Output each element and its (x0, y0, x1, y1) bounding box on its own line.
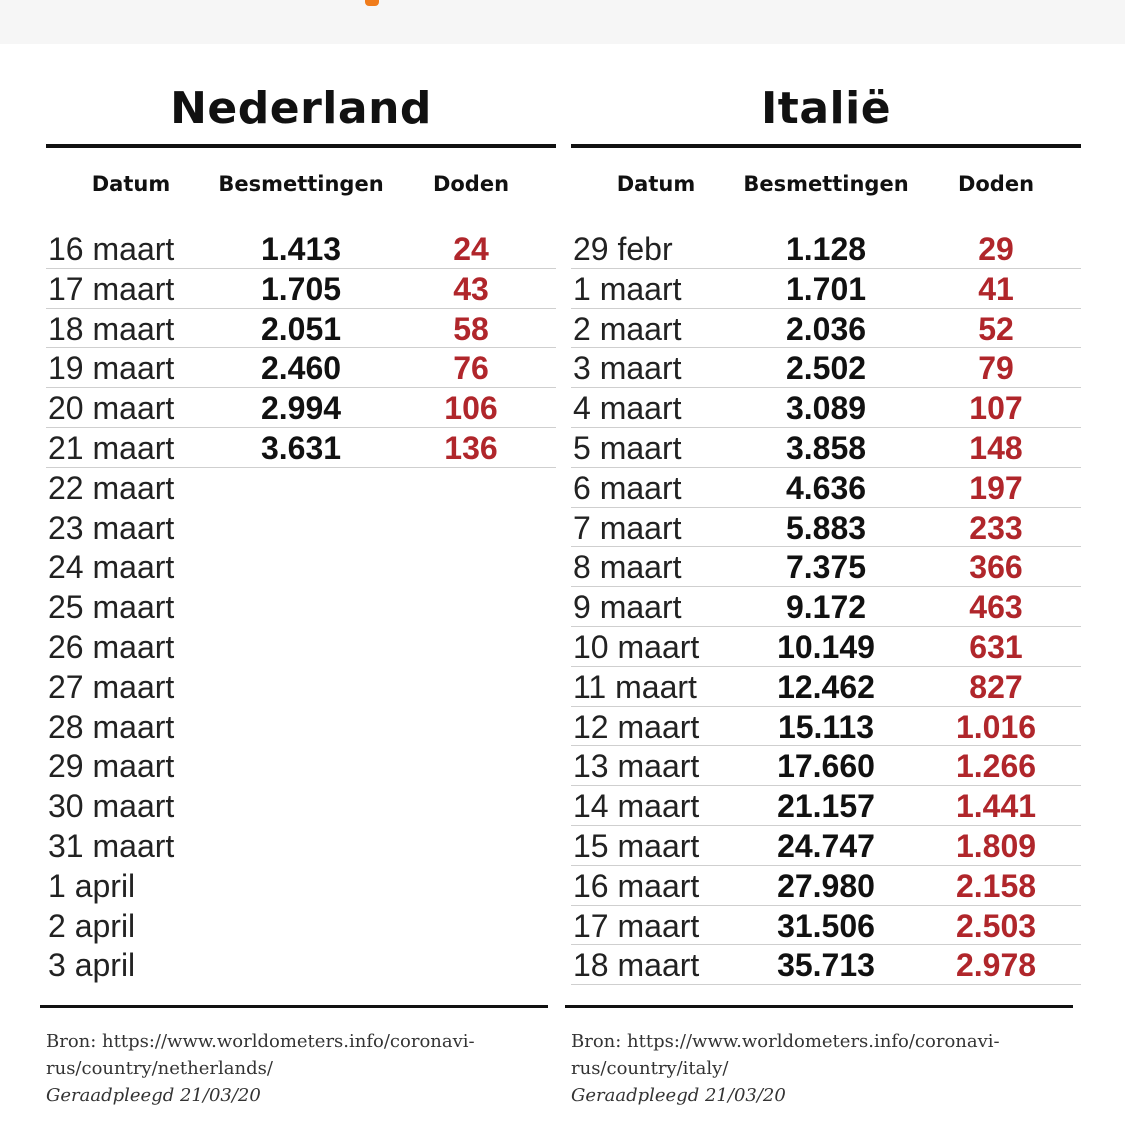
date-cell: 16 maart (48, 231, 175, 267)
table-row (571, 229, 1081, 269)
source-note (46, 1028, 546, 1109)
source-line: rus/country/netherlands/ (46, 1058, 273, 1079)
date-cell: 29 febr (573, 231, 673, 267)
table-row (571, 667, 1081, 707)
date-cell: 2 april (48, 907, 136, 944)
date-cell: 3 april (48, 947, 136, 984)
table-netherlands (46, 0, 556, 1130)
cases-cell: 31.506 (777, 907, 875, 944)
cases-cell: 24.747 (777, 827, 875, 864)
date-cell: 14 maart (573, 788, 700, 825)
table-body (571, 229, 1081, 985)
table-row (571, 587, 1081, 627)
date-cell: 20 maart (48, 390, 175, 427)
date-cell: 2 maart (573, 310, 682, 347)
table-row (46, 826, 556, 866)
deaths-cell: 631 (969, 628, 1023, 665)
deaths-cell: 52 (978, 310, 1014, 347)
table-row (571, 508, 1081, 548)
deaths-cell: 58 (453, 310, 489, 347)
table-row (46, 667, 556, 707)
date-cell: 13 maart (573, 748, 700, 785)
table-row (46, 587, 556, 627)
cases-cell: 2.036 (785, 310, 867, 347)
deaths-cell: 197 (969, 469, 1023, 506)
cases-cell: 2.051 (260, 310, 342, 347)
cases-cell: 2.502 (785, 350, 867, 387)
date-cell: 29 maart (48, 748, 175, 785)
bottom-divider (565, 1005, 1073, 1008)
cases-cell: 17.660 (777, 748, 875, 785)
deaths-cell: 366 (969, 549, 1023, 586)
deaths-cell: 2.503 (955, 907, 1037, 944)
date-cell: 28 maart (48, 708, 175, 745)
column-header-date: Datum (91, 172, 171, 196)
deaths-cell: 76 (453, 350, 489, 387)
title-divider (46, 144, 556, 148)
date-cell: 23 maart (48, 509, 175, 546)
table-row (46, 269, 556, 309)
date-cell: 21 maart (48, 429, 175, 466)
table-row (571, 826, 1081, 866)
deaths-cell: 43 (453, 270, 489, 307)
deaths-cell: 1.809 (955, 827, 1037, 864)
table-row (46, 906, 556, 946)
date-cell: 3 maart (573, 350, 682, 387)
cases-cell: 1.413 (260, 231, 342, 267)
table-body (46, 229, 556, 985)
deaths-cell: 2.158 (955, 867, 1037, 904)
cases-cell: 9.172 (785, 589, 867, 626)
table-title: Italië (760, 83, 892, 134)
source-line: Bron: https://www.worldometers.info/coronavi- (46, 1031, 475, 1052)
date-cell: 30 maart (48, 788, 175, 825)
deaths-cell: 1.441 (955, 788, 1037, 825)
cases-cell: 4.636 (785, 469, 867, 506)
cases-cell: 1.705 (260, 270, 342, 307)
date-cell: 11 maart (573, 668, 697, 705)
cases-cell: 35.713 (777, 947, 875, 984)
column-header-cases: Besmettingen (218, 172, 384, 196)
cases-cell: 1.701 (785, 270, 867, 307)
accessed-date: Geraadpleegd 21/03/20 (571, 1085, 786, 1106)
date-cell: 18 maart (573, 947, 700, 984)
cases-cell: 5.883 (785, 509, 867, 546)
table-row (571, 388, 1081, 428)
cases-cell: 2.460 (260, 350, 342, 387)
source-line: Bron: https://www.worldometers.info/coronavi- (571, 1031, 1000, 1052)
date-cell: 9 maart (573, 589, 682, 626)
table-row (571, 945, 1081, 985)
date-cell: 25 maart (48, 589, 175, 626)
deaths-cell: 233 (969, 509, 1023, 546)
date-cell: 4 maart (573, 390, 682, 427)
deaths-cell: 2.978 (955, 947, 1037, 984)
column-header-cases: Besmettingen (743, 172, 909, 196)
deaths-cell: 136 (444, 429, 498, 466)
deaths-cell: 29 (978, 231, 1014, 267)
deaths-cell: 1.266 (955, 748, 1037, 785)
date-cell: 6 maart (573, 469, 682, 506)
table-row (46, 388, 556, 428)
table-row (571, 428, 1081, 468)
date-cell: 8 maart (573, 549, 682, 586)
table-row (46, 627, 556, 667)
table-row (571, 468, 1081, 508)
table-row (571, 309, 1081, 349)
table-title: Nederland (170, 83, 432, 134)
date-cell: 17 maart (48, 270, 175, 307)
table-row (571, 906, 1081, 946)
table-italy (571, 0, 1081, 1130)
deaths-cell: 107 (969, 390, 1023, 427)
deaths-cell: 463 (969, 589, 1023, 626)
date-cell: 12 maart (573, 708, 700, 745)
date-cell: 26 maart (48, 628, 175, 665)
date-cell: 15 maart (573, 827, 700, 864)
cases-cell: 3.631 (260, 429, 342, 466)
cases-cell: 12.462 (777, 668, 875, 705)
table-row (46, 468, 556, 508)
cases-cell: 7.375 (785, 549, 867, 586)
table-row (571, 348, 1081, 388)
column-header-deaths: Doden (957, 172, 1035, 196)
date-cell: 1 april (48, 867, 136, 904)
table-row (46, 547, 556, 587)
deaths-cell: 24 (453, 231, 489, 267)
column-header-date: Datum (616, 172, 696, 196)
source-line: rus/country/italy/ (571, 1058, 729, 1079)
table-row (571, 269, 1081, 309)
table-row (46, 508, 556, 548)
cases-cell: 2.994 (260, 390, 342, 427)
table-row (46, 348, 556, 388)
table-row (571, 707, 1081, 747)
table-row (571, 786, 1081, 826)
date-cell: 17 maart (573, 907, 700, 944)
cases-cell: 21.157 (777, 788, 875, 825)
table-row (571, 547, 1081, 587)
deaths-cell: 79 (978, 350, 1014, 387)
table-row (46, 428, 556, 468)
table-row (571, 866, 1081, 906)
table-row (571, 627, 1081, 667)
cases-cell: 3.858 (785, 429, 867, 466)
accessed-date: Geraadpleegd 21/03/20 (46, 1085, 261, 1106)
table-row (571, 746, 1081, 786)
date-cell: 24 maart (48, 549, 175, 586)
deaths-cell: 41 (978, 270, 1014, 307)
date-cell: 31 maart (48, 827, 175, 864)
cases-cell: 3.089 (785, 390, 867, 427)
date-cell: 1 maart (573, 270, 682, 307)
date-cell: 7 maart (573, 509, 682, 546)
date-cell: 10 maart (573, 628, 700, 665)
deaths-cell: 148 (969, 429, 1023, 466)
date-cell: 16 maart (573, 867, 700, 904)
cases-cell: 10.149 (777, 628, 875, 665)
table-row (46, 786, 556, 826)
table-row (46, 707, 556, 747)
table-row (46, 309, 556, 349)
table-row (46, 866, 556, 906)
date-cell: 5 maart (573, 429, 682, 466)
date-cell: 19 maart (48, 350, 175, 387)
date-cell: 27 maart (48, 668, 175, 705)
deaths-cell: 1.016 (955, 708, 1037, 745)
table-row (46, 229, 556, 269)
date-cell: 22 maart (48, 469, 175, 506)
source-note (571, 1028, 1071, 1109)
bottom-divider (40, 1005, 548, 1008)
column-header-deaths: Doden (432, 172, 510, 196)
cases-cell: 1.128 (785, 231, 867, 267)
cases-cell: 15.113 (777, 708, 875, 745)
date-cell: 18 maart (48, 310, 175, 347)
title-divider (571, 144, 1081, 148)
table-row (46, 746, 556, 786)
table-row (46, 945, 556, 985)
cases-cell: 27.980 (777, 867, 875, 904)
deaths-cell: 106 (444, 390, 498, 427)
deaths-cell: 827 (969, 668, 1023, 705)
